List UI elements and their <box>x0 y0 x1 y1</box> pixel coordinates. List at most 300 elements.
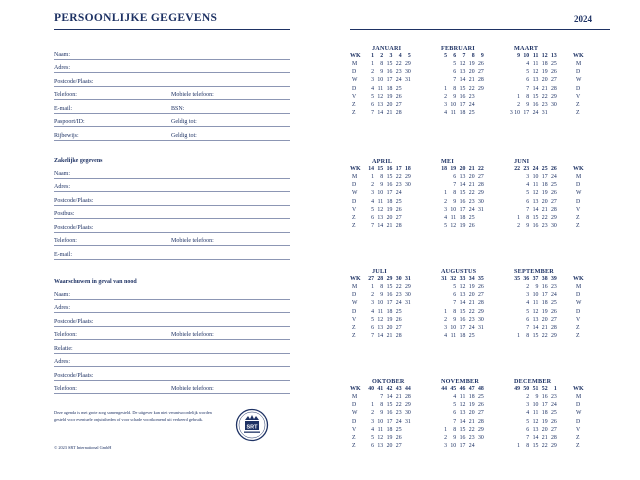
calendar-day[interactable]: 8 <box>453 308 457 315</box>
calendar-day[interactable]: 19 <box>459 223 466 230</box>
calendar-day[interactable]: 18 <box>459 110 466 117</box>
calendar-day[interactable]: 1 <box>517 215 520 221</box>
calendar-day[interactable]: 28 <box>478 77 484 84</box>
calendar-day[interactable]: 17 <box>459 206 466 213</box>
calendar-day[interactable]: 16 <box>459 316 466 323</box>
calendar-day[interactable]: 13 <box>377 443 384 450</box>
calendar-day[interactable]: 12 <box>377 206 384 213</box>
calendar-day[interactable]: 23 <box>468 198 475 205</box>
calendar-day[interactable]: 27 <box>395 325 402 331</box>
calendar-day[interactable]: 7 <box>371 333 374 340</box>
calendar-day[interactable]: 18 <box>459 333 466 340</box>
calendar-day[interactable]: 15 <box>459 308 466 315</box>
calendar-day[interactable]: 20 <box>541 426 548 433</box>
calendar-day[interactable]: 27 <box>395 443 402 450</box>
calendar-day[interactable]: 22 <box>468 426 475 433</box>
calendar-day[interactable]: 20 <box>386 325 393 331</box>
calendar-day[interactable]: 9 <box>380 410 384 417</box>
calendar-day[interactable]: 16 <box>459 198 466 205</box>
calendar-day[interactable]: 11 <box>377 426 384 433</box>
form-field-line[interactable] <box>54 285 290 300</box>
calendar-day[interactable]: 2 <box>371 182 374 189</box>
form-field-line[interactable] <box>54 366 290 381</box>
calendar-day[interactable]: 29 <box>478 85 484 92</box>
calendar-day[interactable]: 12 <box>532 190 539 197</box>
calendar-day[interactable]: 24 <box>551 402 557 409</box>
calendar-day[interactable]: 3 <box>444 102 447 108</box>
calendar-day[interactable]: 16 <box>532 102 539 108</box>
calendar-day[interactable]: 2 <box>371 410 374 417</box>
form-field-line[interactable] <box>54 353 290 368</box>
calendar-day[interactable]: 12 <box>459 402 466 409</box>
calendar-day[interactable]: 27 <box>478 69 484 76</box>
calendar-day[interactable]: 27 <box>551 198 557 205</box>
calendar-day[interactable]: 22 <box>541 215 548 221</box>
calendar-day[interactable]: 23 <box>468 316 475 323</box>
calendar-day[interactable]: 29 <box>478 190 484 197</box>
calendar-day[interactable]: 7 <box>371 110 374 117</box>
calendar-day[interactable]: 21 <box>468 300 475 307</box>
calendar-day[interactable]: 29 <box>405 61 411 67</box>
form-field-line[interactable] <box>54 126 290 141</box>
calendar-day[interactable]: 2 <box>371 292 374 299</box>
form-field-line[interactable] <box>54 178 290 193</box>
form-field-line[interactable] <box>54 113 290 128</box>
calendar-day[interactable]: 26 <box>395 435 402 441</box>
calendar-day[interactable]: 11 <box>450 215 457 221</box>
calendar-day[interactable]: 4 <box>444 215 447 221</box>
calendar-day[interactable]: 18 <box>459 215 466 221</box>
calendar-day[interactable]: 17 <box>386 300 393 307</box>
calendar-day[interactable]: 28 <box>551 85 557 92</box>
calendar-day[interactable]: 20 <box>468 69 475 76</box>
calendar-day[interactable]: 19 <box>468 284 475 290</box>
calendar-day[interactable]: 15 <box>532 443 539 450</box>
calendar-day[interactable]: 10 <box>532 174 539 180</box>
form-field-line[interactable] <box>54 218 290 233</box>
calendar-day[interactable]: 29 <box>551 443 557 450</box>
calendar-day[interactable]: 26 <box>395 316 402 323</box>
calendar-day[interactable]: 25 <box>395 198 402 205</box>
calendar-day[interactable]: 10 <box>377 77 384 84</box>
calendar-day[interactable]: 14 <box>459 182 466 189</box>
calendar-day[interactable]: 7 <box>453 182 457 189</box>
calendar-day[interactable]: 16 <box>541 394 548 400</box>
calendar-day[interactable]: 2 <box>526 284 530 290</box>
calendar-day[interactable]: 14 <box>377 333 384 340</box>
calendar-day[interactable]: 12 <box>377 435 384 441</box>
calendar-day[interactable]: 25 <box>395 426 402 433</box>
calendar-day[interactable]: 30 <box>551 223 557 230</box>
calendar-day[interactable]: 14 <box>459 418 466 425</box>
calendar-day[interactable]: 30 <box>405 182 411 189</box>
calendar-day[interactable]: 23 <box>395 69 402 76</box>
calendar-day[interactable]: 25 <box>395 308 402 315</box>
calendar-day[interactable]: 21 <box>468 77 475 84</box>
calendar-day[interactable]: 30 <box>405 410 411 417</box>
calendar-day[interactable]: 17 <box>386 418 393 425</box>
calendar-day[interactable]: 3 <box>444 325 447 331</box>
calendar-day[interactable]: 31 <box>478 325 484 331</box>
calendar-day[interactable]: 24 <box>395 418 402 425</box>
calendar-day[interactable]: 13 <box>459 410 466 417</box>
calendar-day[interactable]: 10 <box>450 102 457 108</box>
calendar-day[interactable]: 1 <box>444 426 447 433</box>
calendar-day[interactable]: 5 <box>526 69 530 76</box>
calendar-day[interactable]: 13 <box>532 426 539 433</box>
calendar-day[interactable]: 23 <box>541 223 548 230</box>
calendar-day[interactable]: 8 <box>526 333 530 340</box>
calendar-day[interactable]: 3 10 <box>509 110 520 117</box>
calendar-day[interactable]: 1 <box>371 61 374 67</box>
calendar-day[interactable]: 9 <box>535 284 539 290</box>
calendar-day[interactable]: 7 <box>526 85 530 92</box>
calendar-day[interactable]: 2 <box>444 435 447 441</box>
calendar-day[interactable]: 7 <box>371 223 374 230</box>
calendar-day[interactable]: 26 <box>468 223 475 230</box>
calendar-day[interactable]: 28 <box>478 300 484 307</box>
calendar-day[interactable]: 15 <box>386 402 393 409</box>
form-field-line[interactable] <box>54 99 290 114</box>
calendar-day[interactable]: 6 <box>526 77 530 84</box>
calendar-day[interactable]: 12 <box>450 223 457 230</box>
form-field-line[interactable] <box>54 232 290 247</box>
calendar-day[interactable]: 21 <box>541 325 548 331</box>
calendar-day[interactable]: 23 <box>468 93 475 100</box>
calendar-day[interactable]: 7 <box>453 300 457 307</box>
calendar-day[interactable]: 22 <box>395 61 402 67</box>
calendar-day[interactable]: 22 <box>468 85 475 92</box>
calendar-day[interactable]: 13 <box>532 198 539 205</box>
calendar-day[interactable]: 23 <box>468 435 475 441</box>
calendar-day[interactable]: 23 <box>395 182 402 189</box>
calendar-day[interactable]: 9 <box>453 93 457 100</box>
calendar-day[interactable]: 26 <box>551 418 557 425</box>
calendar-day[interactable]: 17 <box>541 174 548 180</box>
calendar-day[interactable]: 21 <box>541 206 548 213</box>
calendar-day[interactable]: 26 <box>395 93 402 100</box>
calendar-day[interactable]: 11 <box>459 394 466 400</box>
calendar-day[interactable]: 26 <box>478 402 484 409</box>
calendar-day[interactable]: 28 <box>478 418 484 425</box>
calendar-day[interactable]: 8 <box>380 402 384 409</box>
calendar-day[interactable]: 25 <box>551 61 557 67</box>
calendar-day[interactable]: 2 <box>444 198 447 205</box>
calendar-day[interactable]: 23 <box>541 102 548 108</box>
calendar-day[interactable]: 8 <box>380 61 384 67</box>
calendar-day[interactable]: 12 <box>377 316 384 323</box>
calendar-day[interactable]: 18 <box>386 308 393 315</box>
calendar-day[interactable]: 27 <box>395 215 402 221</box>
calendar-day[interactable]: 13 <box>532 77 539 84</box>
calendar-day[interactable]: 9 <box>453 435 457 441</box>
calendar-day[interactable]: 8 <box>526 93 530 100</box>
calendar-day[interactable]: 21 <box>468 182 475 189</box>
calendar-day[interactable]: 26 <box>478 61 484 67</box>
calendar-day[interactable]: 13 <box>532 316 539 323</box>
calendar-day[interactable]: 5 <box>444 223 447 230</box>
calendar-day[interactable]: 22 <box>541 93 548 100</box>
calendar-day[interactable]: 30 <box>478 435 484 441</box>
calendar-day[interactable]: 16 <box>386 69 393 76</box>
calendar-day[interactable]: 23 <box>551 284 557 290</box>
calendar-day[interactable]: 9 <box>453 198 457 205</box>
calendar-day[interactable]: 7 <box>453 418 457 425</box>
calendar-day[interactable]: 28 <box>551 435 557 441</box>
calendar-day[interactable]: 5 <box>526 308 530 315</box>
calendar-day[interactable]: 22 <box>395 402 402 409</box>
calendar-day[interactable]: 14 <box>377 110 384 117</box>
calendar-day[interactable]: 8 <box>526 443 530 450</box>
calendar-day[interactable]: 23 <box>551 394 557 400</box>
calendar-day[interactable]: 14 <box>532 435 539 441</box>
calendar-day[interactable]: 1 <box>444 85 447 92</box>
calendar-day[interactable]: 6 <box>371 215 374 221</box>
calendar-day[interactable]: 25 <box>468 215 475 221</box>
calendar-day[interactable]: 29 <box>478 426 484 433</box>
calendar-day[interactable]: 22 <box>395 284 402 290</box>
calendar-day[interactable]: 8 <box>526 215 530 221</box>
calendar-day[interactable]: 28 <box>405 394 411 400</box>
calendar-day[interactable]: 12 <box>532 69 539 76</box>
calendar-day[interactable]: 29 <box>551 93 557 100</box>
calendar-day[interactable]: 18 <box>541 61 548 67</box>
calendar-day[interactable]: 2 <box>444 93 447 100</box>
calendar-day[interactable]: 3 <box>526 402 530 409</box>
calendar-day[interactable]: 12 <box>532 308 539 315</box>
calendar-day[interactable]: 27 <box>551 316 557 323</box>
calendar-day[interactable]: 2 <box>371 69 374 76</box>
calendar-day[interactable]: 19 <box>541 308 548 315</box>
calendar-day[interactable]: 25 <box>551 300 557 307</box>
form-field-line[interactable] <box>54 326 290 341</box>
calendar-day[interactable]: 17 <box>541 402 548 409</box>
calendar-day[interactable]: 31 <box>405 418 411 425</box>
calendar-day[interactable]: 9 <box>380 292 384 299</box>
calendar-day[interactable]: 18 <box>386 85 393 92</box>
calendar-day[interactable]: 9 <box>535 394 539 400</box>
calendar-day[interactable]: 7 <box>526 325 530 331</box>
calendar-day[interactable]: 25 <box>478 394 484 400</box>
calendar-day[interactable]: 14 <box>459 77 466 84</box>
calendar-day[interactable]: 21 <box>395 394 402 400</box>
calendar-day[interactable]: 20 <box>541 198 548 205</box>
calendar-day[interactable]: 29 <box>478 308 484 315</box>
calendar-day[interactable]: 8 <box>453 190 457 197</box>
calendar-day[interactable]: 27 <box>478 410 484 417</box>
calendar-day[interactable]: 1 <box>444 308 447 315</box>
calendar-day[interactable]: 5 <box>526 190 530 197</box>
calendar-day[interactable]: 25 <box>551 410 557 417</box>
calendar-day[interactable]: 29 <box>405 174 411 180</box>
calendar-day[interactable]: 4 <box>371 308 374 315</box>
calendar-day[interactable]: 25 <box>468 110 475 117</box>
calendar-day[interactable]: 4 <box>371 426 374 433</box>
calendar-day[interactable]: 3 <box>371 300 374 307</box>
form-field-line[interactable] <box>54 164 290 179</box>
calendar-day[interactable]: 14 <box>459 300 466 307</box>
calendar-day[interactable]: 29 <box>551 215 557 221</box>
calendar-day[interactable]: 21 <box>468 418 475 425</box>
calendar-day[interactable]: 15 <box>532 93 539 100</box>
calendar-day[interactable]: 19 <box>386 206 393 213</box>
calendar-day[interactable]: 21 <box>386 223 393 230</box>
calendar-day[interactable]: 12 <box>377 93 384 100</box>
calendar-day[interactable]: 5 <box>371 435 374 441</box>
calendar-day[interactable]: 26 <box>478 284 484 290</box>
calendar-day[interactable]: 2 <box>517 102 520 108</box>
calendar-day[interactable]: 3 <box>371 190 374 197</box>
calendar-day[interactable]: 30 <box>405 292 411 299</box>
calendar-day[interactable]: 23 <box>395 292 402 299</box>
calendar-day[interactable]: 4 <box>371 198 374 205</box>
calendar-day[interactable]: 5 <box>453 61 457 67</box>
calendar-day[interactable]: 28 <box>395 110 402 117</box>
calendar-day[interactable]: 2 <box>444 316 447 323</box>
calendar-day[interactable]: 22 <box>541 443 548 450</box>
calendar-day[interactable]: 11 <box>377 85 384 92</box>
calendar-day[interactable]: 26 <box>551 308 557 315</box>
form-field-line[interactable] <box>54 245 290 260</box>
calendar-day[interactable]: 14 <box>386 394 393 400</box>
calendar-day[interactable]: 24 <box>468 325 475 331</box>
calendar-day[interactable]: 23 <box>395 410 402 417</box>
calendar-day[interactable]: 20 <box>386 215 393 221</box>
calendar-day[interactable]: 21 <box>386 333 393 340</box>
calendar-day[interactable]: 30 <box>478 316 484 323</box>
calendar-day[interactable]: 9 <box>453 316 457 323</box>
calendar-day[interactable]: 4 <box>453 394 457 400</box>
calendar-day[interactable]: 5 <box>371 93 374 100</box>
calendar-day[interactable]: 16 <box>532 223 539 230</box>
calendar-day[interactable]: 11 <box>532 410 539 417</box>
calendar-day[interactable]: 7 <box>453 77 457 84</box>
calendar-day[interactable]: 18 <box>541 182 548 189</box>
calendar-day[interactable]: 24 <box>395 300 402 307</box>
calendar-day[interactable]: 24 <box>468 443 475 450</box>
calendar-day[interactable]: 13 <box>459 69 466 76</box>
calendar-day[interactable]: 10 <box>377 190 384 197</box>
calendar-day[interactable]: 29 <box>551 333 557 340</box>
calendar-day[interactable]: 14 <box>532 85 539 92</box>
calendar-day[interactable]: 30 <box>478 198 484 205</box>
calendar-day[interactable]: 15 <box>386 61 393 67</box>
calendar-day[interactable]: 31 <box>405 300 411 307</box>
calendar-day[interactable]: 17 <box>386 190 393 197</box>
calendar-day[interactable]: 8 <box>380 174 384 180</box>
calendar-day[interactable]: 16 <box>459 435 466 441</box>
calendar-day[interactable]: 19 <box>468 402 475 409</box>
calendar-day[interactable]: 18 <box>386 198 393 205</box>
calendar-day[interactable]: 20 <box>468 174 475 180</box>
calendar-day[interactable]: 19 <box>386 93 393 100</box>
calendar-day[interactable]: 20 <box>468 292 475 299</box>
calendar-day[interactable]: 11 <box>532 61 539 67</box>
calendar-day[interactable]: 16 <box>459 93 466 100</box>
calendar-day[interactable]: 13 <box>377 325 384 331</box>
calendar-day[interactable]: 10 <box>377 418 384 425</box>
calendar-day[interactable]: 4 <box>526 182 530 189</box>
calendar-day[interactable]: 11 <box>532 182 539 189</box>
calendar-day[interactable]: 19 <box>386 435 393 441</box>
calendar-day[interactable]: 19 <box>541 418 548 425</box>
calendar-day[interactable]: 15 <box>386 284 393 290</box>
calendar-day[interactable]: 1 <box>371 402 374 409</box>
calendar-day[interactable]: 21 <box>541 85 548 92</box>
calendar-day[interactable]: 9 <box>526 102 530 108</box>
calendar-day[interactable]: 27 <box>551 426 557 433</box>
calendar-day[interactable]: 3 <box>371 418 374 425</box>
calendar-day[interactable]: 1 <box>517 443 520 450</box>
form-field-line[interactable] <box>54 72 290 87</box>
calendar-day[interactable]: 22 <box>468 190 475 197</box>
calendar-day[interactable]: 9 <box>526 223 530 230</box>
form-field-line[interactable] <box>54 339 290 354</box>
calendar-day[interactable]: 10 <box>532 402 539 409</box>
calendar-day[interactable]: 17 <box>541 292 548 299</box>
calendar-day[interactable]: 10 <box>450 206 457 213</box>
calendar-day[interactable]: 28 <box>478 182 484 189</box>
calendar-day[interactable]: 17 <box>523 110 530 117</box>
calendar-day[interactable]: 29 <box>405 284 411 290</box>
calendar-day[interactable]: 5 <box>453 402 457 409</box>
calendar-day[interactable]: 19 <box>541 69 548 76</box>
calendar-day[interactable]: 24 <box>468 206 475 213</box>
calendar-day[interactable]: 4 <box>444 110 447 117</box>
calendar-day[interactable]: 22 <box>541 333 548 340</box>
calendar-day[interactable]: 25 <box>551 182 557 189</box>
calendar-day[interactable]: 4 <box>444 333 447 340</box>
form-field-line[interactable] <box>54 205 290 220</box>
calendar-day[interactable]: 27 <box>551 77 557 84</box>
calendar-day[interactable]: 13 <box>377 215 384 221</box>
calendar-day[interactable]: 3 <box>444 206 447 213</box>
calendar-day[interactable]: 19 <box>386 316 393 323</box>
calendar-day[interactable]: 19 <box>541 190 548 197</box>
calendar-day[interactable]: 16 <box>386 410 393 417</box>
calendar-day[interactable]: 14 <box>532 325 539 331</box>
calendar-day[interactable]: 12 <box>459 284 466 290</box>
calendar-day[interactable]: 2 <box>526 394 530 400</box>
calendar-day[interactable]: 26 <box>551 69 557 76</box>
calendar-day[interactable]: 14 <box>377 223 384 230</box>
calendar-day[interactable]: 17 <box>386 77 393 84</box>
form-field-line[interactable] <box>54 45 290 60</box>
calendar-day[interactable]: 6 <box>453 174 457 180</box>
calendar-day[interactable]: 6 <box>371 102 374 108</box>
calendar-day[interactable]: 31 <box>541 110 548 117</box>
calendar-day[interactable]: 1 <box>444 190 447 197</box>
calendar-day[interactable]: 6 <box>371 325 374 331</box>
calendar-day[interactable]: 11 <box>377 198 384 205</box>
calendar-day[interactable]: 7 <box>380 394 384 400</box>
calendar-day[interactable]: 9 <box>380 69 384 76</box>
calendar-day[interactable]: 10 <box>377 300 384 307</box>
calendar-day[interactable]: 4 <box>526 61 530 67</box>
calendar-day[interactable]: 26 <box>395 206 402 213</box>
calendar-day[interactable]: 28 <box>551 325 557 331</box>
form-field-line[interactable] <box>54 312 290 327</box>
calendar-day[interactable]: 4 <box>371 85 374 92</box>
calendar-day[interactable]: 24 <box>551 174 557 180</box>
calendar-day[interactable]: 25 <box>468 333 475 340</box>
calendar-day[interactable]: 22 <box>395 174 402 180</box>
calendar-day[interactable]: 17 <box>459 102 466 108</box>
calendar-day[interactable]: 3 <box>526 292 530 299</box>
calendar-day[interactable]: 20 <box>386 443 393 450</box>
calendar-day[interactable]: 2 <box>517 223 520 230</box>
calendar-day[interactable]: 28 <box>395 223 402 230</box>
